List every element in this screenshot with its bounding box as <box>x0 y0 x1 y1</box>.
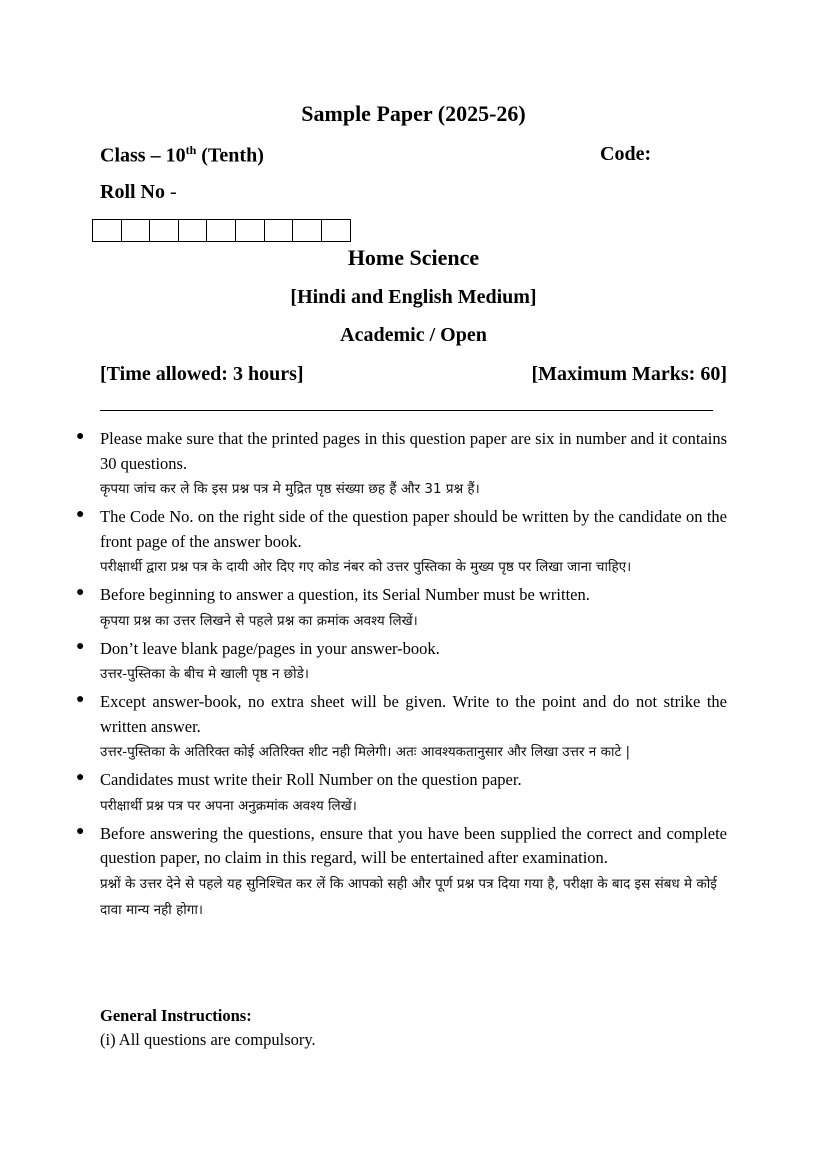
instruction-english: Before answering the questions, ensure that you have been supplied the correct and complete question paper, no claim in this regard, will be entertained after examination. <box>100 823 727 867</box>
instruction-english: Except answer-book, no extra sheet will be given. Write to the point and do not strike the written answer. <box>100 692 727 736</box>
instruction-hindi: कृपया प्रश्न का उत्तर लिखने से पहले प्रश्न का क्रमांक अवश्य लिखें। <box>100 612 418 629</box>
instruction-item <box>76 427 727 502</box>
roll-dash: - <box>170 181 177 203</box>
instruction-item <box>76 505 727 580</box>
roll-digit-box[interactable] <box>236 220 265 241</box>
class-suffix: (Tenth) <box>201 144 264 167</box>
instruction-hindi: उत्तर-पुस्तिका के बीच मे खाली पृष्ठ न छोडे। <box>100 666 309 682</box>
instruction-item <box>76 637 727 688</box>
instruction-english: Don’t leave blank page/pages in your answer-book. <box>100 638 440 658</box>
roll-digit-box[interactable] <box>179 220 208 241</box>
bullet-icon: ● <box>76 507 85 522</box>
roll-digit-box[interactable] <box>207 220 236 241</box>
instruction-english: The Code No. on the right side of the question paper should be written by the candidate on the front page of the answer book. <box>100 507 727 551</box>
medium-heading: [Hindi and English Medium] <box>290 286 537 308</box>
instruction-english: Before beginning to answer a question, its Serial Number must be written. <box>100 585 590 604</box>
roll-digit-box[interactable] <box>93 220 122 241</box>
class-prefix: Class – 10 <box>100 144 186 167</box>
instruction-item <box>76 583 727 634</box>
general-instructions-heading: General Instructions: <box>100 1006 252 1025</box>
roll-digit-box[interactable] <box>150 220 179 241</box>
instruction-hindi: परीक्षार्थी प्रश्न पत्र पर अपना अनुक्रमांक अवश्य लिखें। <box>100 797 357 814</box>
roll-digit-box[interactable] <box>265 220 294 241</box>
bullet-icon: ● <box>76 823 85 839</box>
class-label <box>100 143 264 168</box>
roll-digit-box[interactable] <box>293 220 322 241</box>
instruction-hindi: प्रश्नों के उत्तर देने से पहले यह सुनिश्चित कर लें कि आपको सही और पूर्ण प्रश्न पत्र दिया गया है, परीक्षा के बाद इस संबध मे कोई दावा मान्य नही होगा। <box>100 875 717 918</box>
bullet-icon: ● <box>76 638 85 654</box>
bullet-icon: ● <box>76 692 85 707</box>
bullet-icon: ● <box>76 429 85 444</box>
roll-digit-box[interactable] <box>122 220 151 241</box>
divider-line <box>100 410 713 411</box>
roll-label-text: Roll No <box>100 181 165 203</box>
general-instruction-first: (i) All questions are compulsory. <box>100 1030 316 1049</box>
paper-title: Sample Paper (2025-26) <box>301 101 526 126</box>
roll-number-boxes[interactable] <box>92 219 351 242</box>
roll-number-label <box>100 181 177 204</box>
class-superscript: th <box>185 143 197 157</box>
time-allowed: [Time allowed: 3 hours] <box>100 363 304 385</box>
general-instructions <box>100 1004 316 1052</box>
subject-heading: Home Science <box>347 245 480 270</box>
instruction-hindi: परीक्षार्थी द्वारा प्रश्न पत्र के दायी ओर दिए गए कोड नंबर को उत्तर पुस्तिका के मुख्य पृष्ठ पर लिखा जाना चाहिए। <box>100 559 632 575</box>
instruction-item <box>76 822 727 923</box>
roll-digit-box[interactable] <box>322 220 351 241</box>
stream-heading: Academic / Open <box>340 324 487 346</box>
bullet-icon: ● <box>76 585 85 600</box>
maximum-marks: [Maximum Marks: 60] <box>531 363 727 385</box>
instruction-list <box>76 427 727 926</box>
instruction-hindi: उत्तर-पुस्तिका के अतिरिक्त कोई अतिरिक्त शीट नही मिलेगी। अतः आवश्यकतानुसार और लिखा उत्तर न काटे | <box>100 744 631 760</box>
instruction-item <box>76 768 727 819</box>
code-label: Code: <box>600 143 652 165</box>
instruction-hindi: कृपया जांच कर ले कि इस प्रश्न पत्र मे मुद्रित पृष्ठ संख्या छह हैं और 31 प्रश्न हैं। <box>100 481 480 497</box>
instruction-english: Candidates must write their Roll Number on the question paper. <box>100 770 522 789</box>
instruction-item <box>76 690 727 765</box>
bullet-icon: ● <box>76 770 85 785</box>
instruction-english: Please make sure that the printed pages in this question paper are six in number and it contains 30 questions. <box>100 429 727 473</box>
